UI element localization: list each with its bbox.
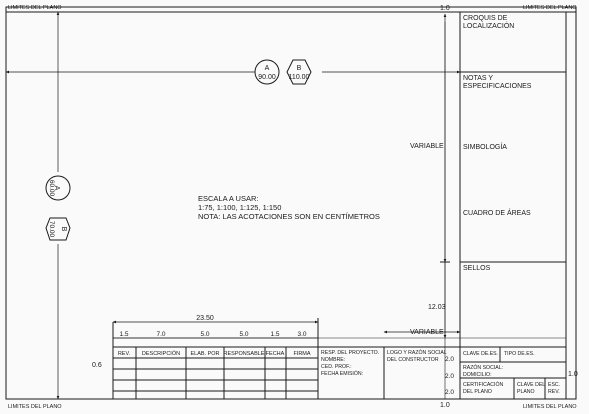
rev-header-firma: FIRMA	[293, 351, 311, 357]
notas-line-1: NOTAS Y	[463, 75, 494, 82]
resp-line-4: FECHA EMISIÓN:	[321, 371, 364, 377]
rev-label: REV.	[548, 389, 560, 395]
dim-2-a: 2.0	[445, 356, 455, 363]
cuadro-areas-label: CUADRO DE ÁREAS	[463, 210, 531, 217]
variable-upper-label: VARIABLE	[410, 143, 444, 150]
scale-heading: ESCALA A USAR:	[198, 194, 259, 203]
corner-label-bottom-left: LIMITES DEL PLANO	[8, 404, 62, 410]
dim-2-b: 2.0	[445, 373, 455, 380]
marker-b-vertical-value: 70.00	[48, 220, 55, 238]
width-label: 23.50	[196, 315, 214, 322]
rev-width-3: 5.0	[200, 331, 210, 338]
razon-line-1: RAZÓN SOCIAL:	[463, 365, 504, 371]
resp-line-1: RESP. DEL PROYECTO.	[321, 350, 380, 356]
resp-line-2: NOMBRE:	[321, 357, 346, 363]
logo-line-2: DEL CONSTRUCTOR	[387, 357, 439, 363]
margin-right: 1.0	[568, 371, 578, 378]
rev-header-resp: RESPONSABLE	[223, 351, 265, 357]
margin-left-small: 0.6	[92, 362, 102, 369]
rev-width-1: 1.5	[119, 331, 129, 338]
corner-label-top-right: LIMITES DEL PLANO	[523, 5, 577, 11]
tipo-dees: TIPO DE.ES.	[504, 351, 535, 357]
marker-b-letter: B	[296, 65, 302, 72]
marker-a-vertical-label: A	[53, 185, 60, 191]
rev-width-5: 1.5	[270, 331, 280, 338]
croquis-line-1: CROQUIS DE	[463, 15, 508, 22]
scale-values: 1:75, 1:100, 1:125, 1:150	[198, 203, 282, 212]
cert-line-2: DEL PLANO	[463, 389, 492, 395]
esc-label: ESC.	[548, 382, 561, 388]
simbologia-label: SIMBOLOGÍA	[463, 144, 507, 151]
dim-2-c: 2.0	[445, 389, 455, 396]
rev-width-6: 3.0	[297, 331, 307, 338]
corner-label-bottom-right: LIMITES DEL PLANO	[523, 404, 577, 410]
clave-plano-line-2: PLANO	[517, 389, 535, 395]
rev-header-desc: DESCRIPCIÓN	[141, 351, 181, 357]
rev-header-elab: ELAB. POR	[190, 351, 220, 357]
logo-line-1: LOGO Y RAZÓN SOCIAL	[387, 350, 447, 356]
margin-bottom: 1.0	[440, 402, 450, 409]
margin-top: 1.0	[440, 5, 450, 12]
corner-label-top-left: LIMITES DEL PLANO	[8, 5, 62, 11]
dimension-note: NOTA: LAS ACOTACIONES SON EN CENTÍMETROS	[198, 212, 380, 221]
marker-b-vertical-letter: B	[60, 226, 67, 232]
marker-a-letter: A	[264, 65, 270, 72]
marker-a-vertical-value: 60.00	[48, 179, 55, 197]
variable-lower-label: VARIABLE	[410, 329, 444, 336]
cert-line-1: CERTIFICACIÓN	[463, 382, 504, 388]
sellos-label: SELLOS	[463, 265, 491, 272]
height-label: 12.03	[428, 304, 446, 311]
croquis-line-2: LOCALIZACIÓN	[463, 23, 515, 30]
marker-a-value: 90.00	[258, 74, 276, 81]
marker-b-value: 110.00	[288, 74, 310, 81]
rev-header-rev: REV.	[117, 351, 131, 357]
clave-plano-line-1: CLAVE DEL	[517, 382, 546, 388]
notas-line-2: ESPECIFICACIONES	[463, 83, 532, 90]
rev-width-4: 5.0	[239, 331, 249, 338]
razon-line-2: DOMICILIO:	[463, 372, 492, 378]
clave-dees: CLAVE DE.ES.	[463, 351, 499, 357]
rev-width-2: 7.0	[156, 331, 166, 338]
rev-header-fecha: FECHA	[265, 351, 285, 357]
resp-line-3: CED. PROF.:	[321, 364, 352, 370]
